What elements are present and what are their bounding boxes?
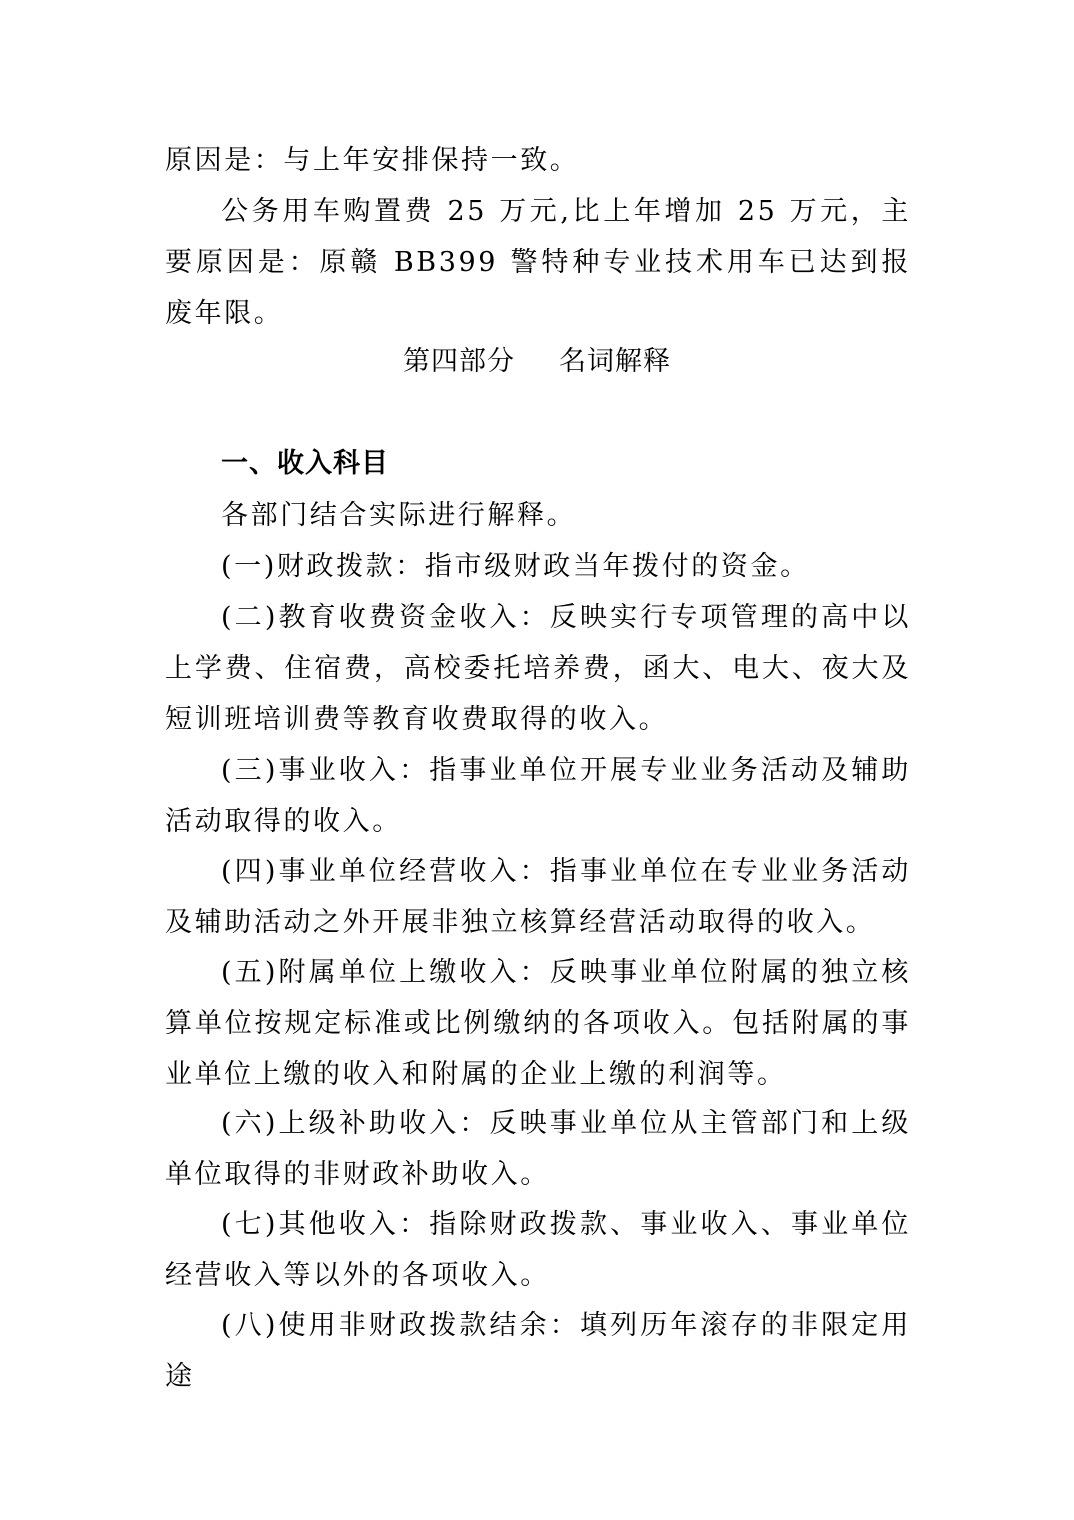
paragraph-item-5: (五)附属单位上缴收入：反映事业单位附属的独立核算单位按规定标准或比例缴纳的各项收入。包括附属的事业单位上缴的收入和附属的企业上缴的利润等。 bbox=[165, 957, 911, 1090]
paragraph-item-8: (八)使用非财政拨款结余：填列历年滚存的非限定用途 bbox=[165, 1310, 911, 1392]
paragraph-intro: 各部门结合实际进行解释。 bbox=[221, 500, 577, 531]
paragraph-item-7: (七)其他收入：指除财政拨款、事业收入、事业单位经营收入等以外的各项收入。 bbox=[165, 1209, 911, 1291]
paragraph-item-4: (四)事业单位经营收入：指事业单位在专业业务活动及辅助活动之外开展非独立核算经营活动取得的收入。 bbox=[165, 856, 911, 938]
subheading-income-items: 一、收入科目 bbox=[221, 448, 389, 479]
paragraph-item-1: (一)财政拨款：指市级财政当年拨付的资金。 bbox=[221, 551, 810, 582]
paragraph-item-2: (二)教育收费资金收入：反映实行专项管理的高中以上学费、住宿费，高校委托培养费，函大、电大、夜大及短训班培训费等教育收费取得的收入。 bbox=[165, 602, 911, 735]
paragraph-vehicle-purchase: 公务用车购置费 25 万元,比上年增加 25 万元，主要原因是：原赣 BB399 警特种专业技术用车已达到报废年限。 bbox=[165, 196, 911, 329]
paragraph-continuation: 原因是：与上年安排保持一致。 bbox=[165, 145, 580, 176]
section-title bbox=[0, 342, 1074, 382]
paragraph-item-6: (六)上级补助收入：反映事业单位从主管部门和上级单位取得的非财政补助收入。 bbox=[165, 1108, 911, 1190]
section-title-part: 第四部分 bbox=[403, 346, 515, 377]
section-title-name: 名词解释 bbox=[559, 346, 671, 377]
paragraph-item-3: (三)事业收入：指事业单位开展专业业务活动及辅助活动取得的收入。 bbox=[165, 755, 911, 837]
